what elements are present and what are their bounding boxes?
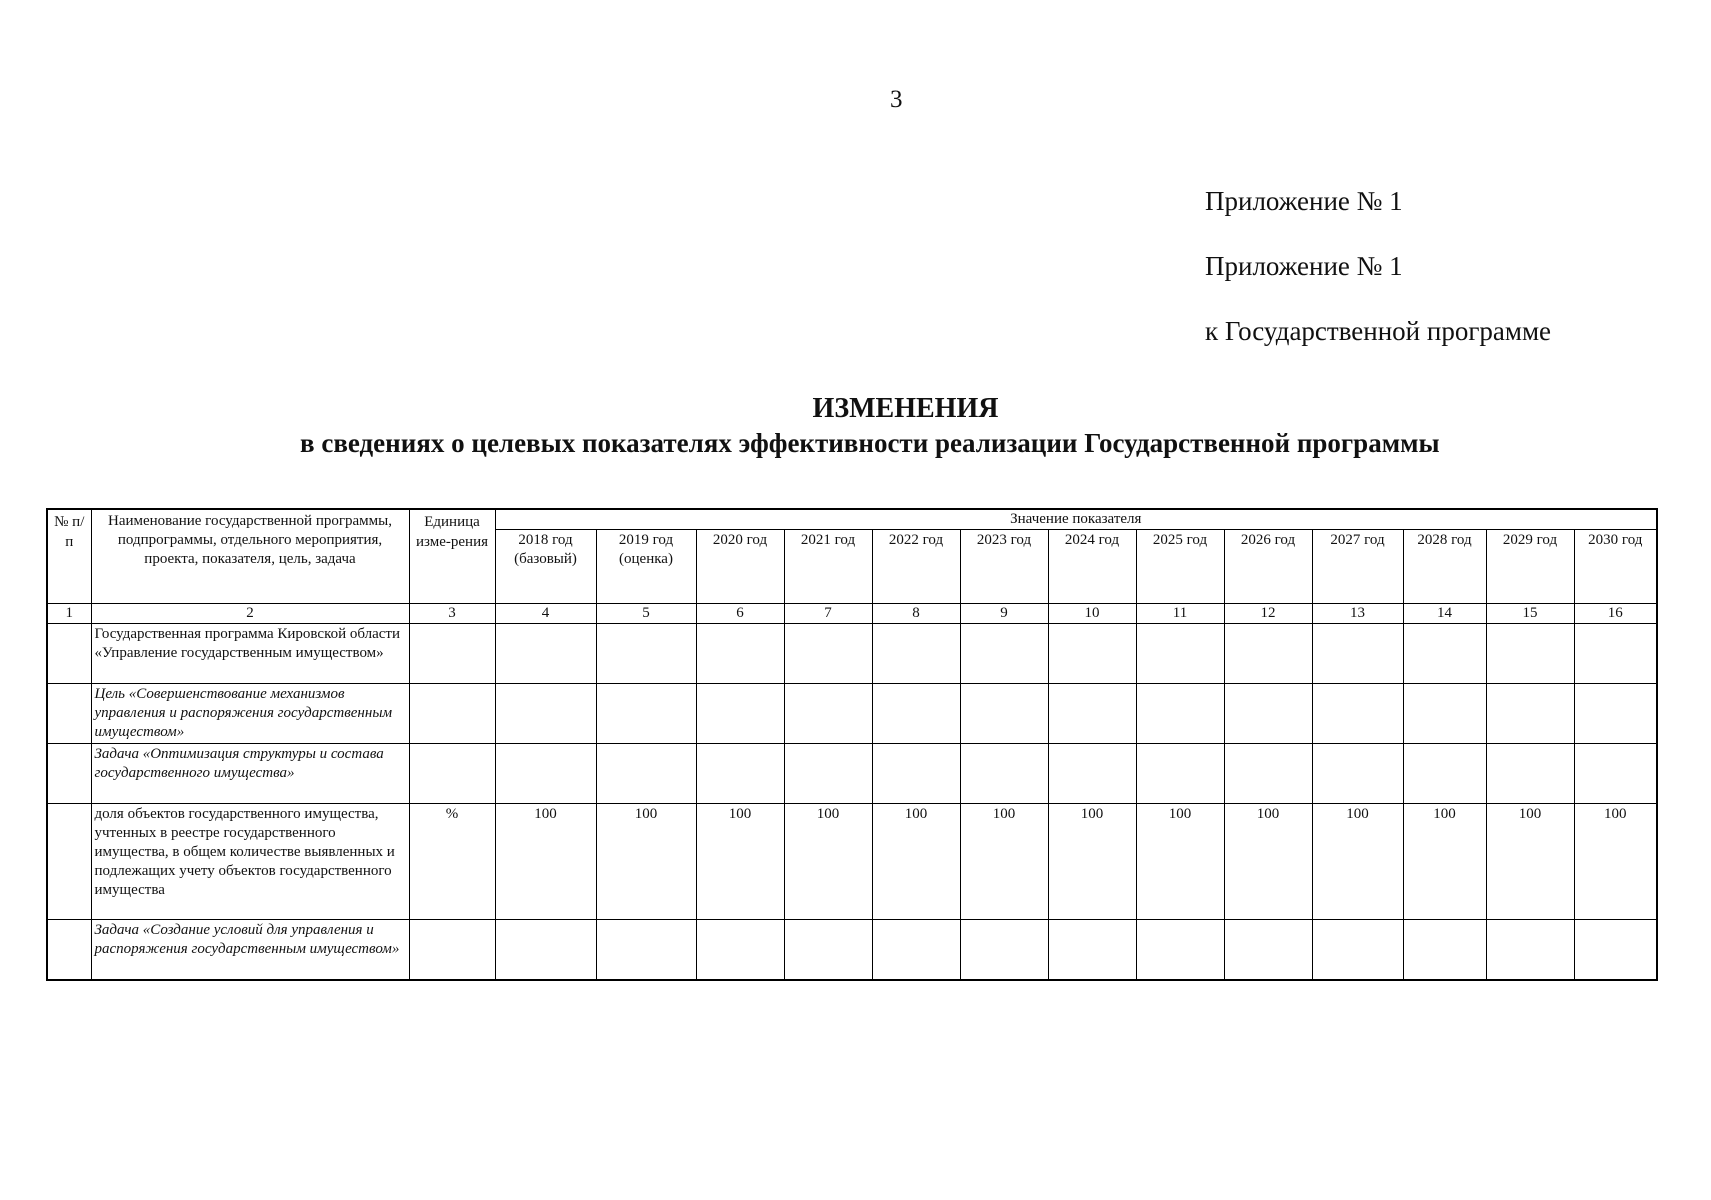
row-unit-cell: % (409, 804, 495, 920)
column-number: 16 (1574, 604, 1657, 624)
row-value-cell (1048, 624, 1136, 684)
row-value-cell (596, 744, 696, 804)
column-number: 9 (960, 604, 1048, 624)
header-row-top (47, 509, 1657, 530)
row-value-cell: 100 (1136, 804, 1224, 920)
column-number: 15 (1486, 604, 1574, 624)
row-value-cell: 100 (1224, 804, 1312, 920)
row-name-cell: Государственная программа Кировской области «Управление государственным имуществом» (91, 624, 409, 684)
row-value-cell (696, 624, 784, 684)
column-number: 6 (696, 604, 784, 624)
row-value-cell (1224, 744, 1312, 804)
column-number: 13 (1312, 604, 1403, 624)
header-name: Наименование государственной программы, подпрограммы, отдельного мероприятия, проекта, показателя, цель, задача (91, 509, 409, 604)
row-value-cell (872, 920, 960, 981)
row-value-cell (872, 744, 960, 804)
row-value-cell (1403, 744, 1486, 804)
header-year: 2030 год (1574, 530, 1657, 604)
row-value-cell (960, 684, 1048, 744)
header-year: 2028 год (1403, 530, 1486, 604)
row-value-cell (1312, 684, 1403, 744)
table-row (47, 684, 1657, 744)
row-value-cell (1224, 920, 1312, 981)
row-value-cell (1312, 744, 1403, 804)
row-value-cell (495, 744, 596, 804)
appendix-line-2: Приложение № 1 (1205, 251, 1403, 281)
row-value-cell (596, 684, 696, 744)
column-number: 4 (495, 604, 596, 624)
header-year: 2018 год (базовый) (495, 530, 596, 604)
row-value-cell (1486, 920, 1574, 981)
document-subtitle: в сведениях о целевых показателях эффективности реализации Государственной программы (300, 428, 1440, 458)
row-value-cell (872, 624, 960, 684)
header-year: 2025 год (1136, 530, 1224, 604)
row-value-cell (495, 684, 596, 744)
row-value-cell (696, 684, 784, 744)
table-row (47, 920, 1657, 981)
row-name-cell: Задача «Оптимизация структуры и состава государственного имущества» (91, 744, 409, 804)
row-value-cell (1312, 920, 1403, 981)
row-num-cell (47, 684, 91, 744)
header-year: 2026 год (1224, 530, 1312, 604)
row-num-cell (47, 744, 91, 804)
row-value-cell (960, 624, 1048, 684)
row-value-cell: 100 (1312, 804, 1403, 920)
row-num-cell (47, 804, 91, 920)
table-row (47, 744, 1657, 804)
row-value-cell: 100 (1574, 804, 1657, 920)
header-year: 2019 год (оценка) (596, 530, 696, 604)
column-number: 10 (1048, 604, 1136, 624)
row-unit-cell (409, 920, 495, 981)
row-value-cell: 100 (596, 804, 696, 920)
indicators-table (46, 508, 1658, 981)
row-value-cell (1574, 624, 1657, 684)
row-value-cell (784, 684, 872, 744)
table-row (47, 804, 1657, 920)
row-value-cell (960, 744, 1048, 804)
header-year: 2027 год (1312, 530, 1403, 604)
row-value-cell: 100 (1486, 804, 1574, 920)
row-value-cell: 100 (495, 804, 596, 920)
row-value-cell: 100 (784, 804, 872, 920)
row-num-cell (47, 920, 91, 981)
header-year: 2021 год (784, 530, 872, 604)
row-unit-cell (409, 624, 495, 684)
row-value-cell (1403, 684, 1486, 744)
row-unit-cell (409, 684, 495, 744)
row-value-cell (1048, 684, 1136, 744)
row-value-cell: 100 (696, 804, 784, 920)
table-row (47, 624, 1657, 684)
document-title: ИЗМЕНЕНИЯ (812, 393, 999, 424)
row-num-cell (47, 624, 91, 684)
column-number: 5 (596, 604, 696, 624)
row-value-cell (1048, 920, 1136, 981)
row-value-cell (784, 624, 872, 684)
row-value-cell (1136, 744, 1224, 804)
row-value-cell: 100 (960, 804, 1048, 920)
row-value-cell (960, 920, 1048, 981)
appendix-line-3: к Государственной программе (1205, 316, 1552, 346)
header-year: 2020 год (696, 530, 784, 604)
row-value-cell (1403, 920, 1486, 981)
row-value-cell (1136, 920, 1224, 981)
row-value-cell (1574, 920, 1657, 981)
row-value-cell (1574, 744, 1657, 804)
row-value-cell: 100 (872, 804, 960, 920)
row-value-cell (1048, 744, 1136, 804)
row-value-cell (784, 920, 872, 981)
header-value-group: Значение показателя (495, 509, 1657, 530)
header-year: 2023 год (960, 530, 1048, 604)
header-year: 2029 год (1486, 530, 1574, 604)
row-name-cell: Цель «Совершенствование механизмов управления и распоряжения государственным имуществом» (91, 684, 409, 744)
row-value-cell (1224, 624, 1312, 684)
header-num: № п/ п (47, 509, 91, 604)
row-unit-cell (409, 744, 495, 804)
row-value-cell (596, 920, 696, 981)
column-number: 8 (872, 604, 960, 624)
row-value-cell: 100 (1048, 804, 1136, 920)
column-number: 12 (1224, 604, 1312, 624)
header-year: 2024 год (1048, 530, 1136, 604)
row-value-cell (1486, 624, 1574, 684)
row-value-cell (872, 684, 960, 744)
appendix-line-1: Приложение № 1 (1205, 186, 1403, 216)
header-year: 2022 год (872, 530, 960, 604)
row-value-cell (1136, 624, 1224, 684)
row-value-cell (495, 920, 596, 981)
row-value-cell (696, 920, 784, 981)
table-body (47, 624, 1657, 981)
column-number: 7 (784, 604, 872, 624)
column-number-row (47, 604, 1657, 624)
column-number: 14 (1403, 604, 1486, 624)
page-number: 3 (890, 86, 903, 113)
row-value-cell: 100 (1403, 804, 1486, 920)
row-value-cell (784, 744, 872, 804)
row-value-cell (1312, 624, 1403, 684)
row-value-cell (596, 624, 696, 684)
row-value-cell (1486, 744, 1574, 804)
column-number: 1 (47, 604, 91, 624)
column-number: 3 (409, 604, 495, 624)
row-value-cell (696, 744, 784, 804)
column-number: 2 (91, 604, 409, 624)
row-value-cell (1224, 684, 1312, 744)
row-value-cell (495, 624, 596, 684)
row-value-cell (1136, 684, 1224, 744)
row-name-cell: Задача «Создание условий для управления и распоряжения государственным имуществом» (91, 920, 409, 981)
row-value-cell (1403, 624, 1486, 684)
row-value-cell (1486, 684, 1574, 744)
column-number: 11 (1136, 604, 1224, 624)
row-value-cell (1574, 684, 1657, 744)
row-name-cell: доля объектов государственного имущества, учтенных в реестре государственного имущества, в общем количестве выявленных и подлежащих учету объектов государственного имущества (91, 804, 409, 920)
header-unit: Единица изме-рения (409, 509, 495, 604)
